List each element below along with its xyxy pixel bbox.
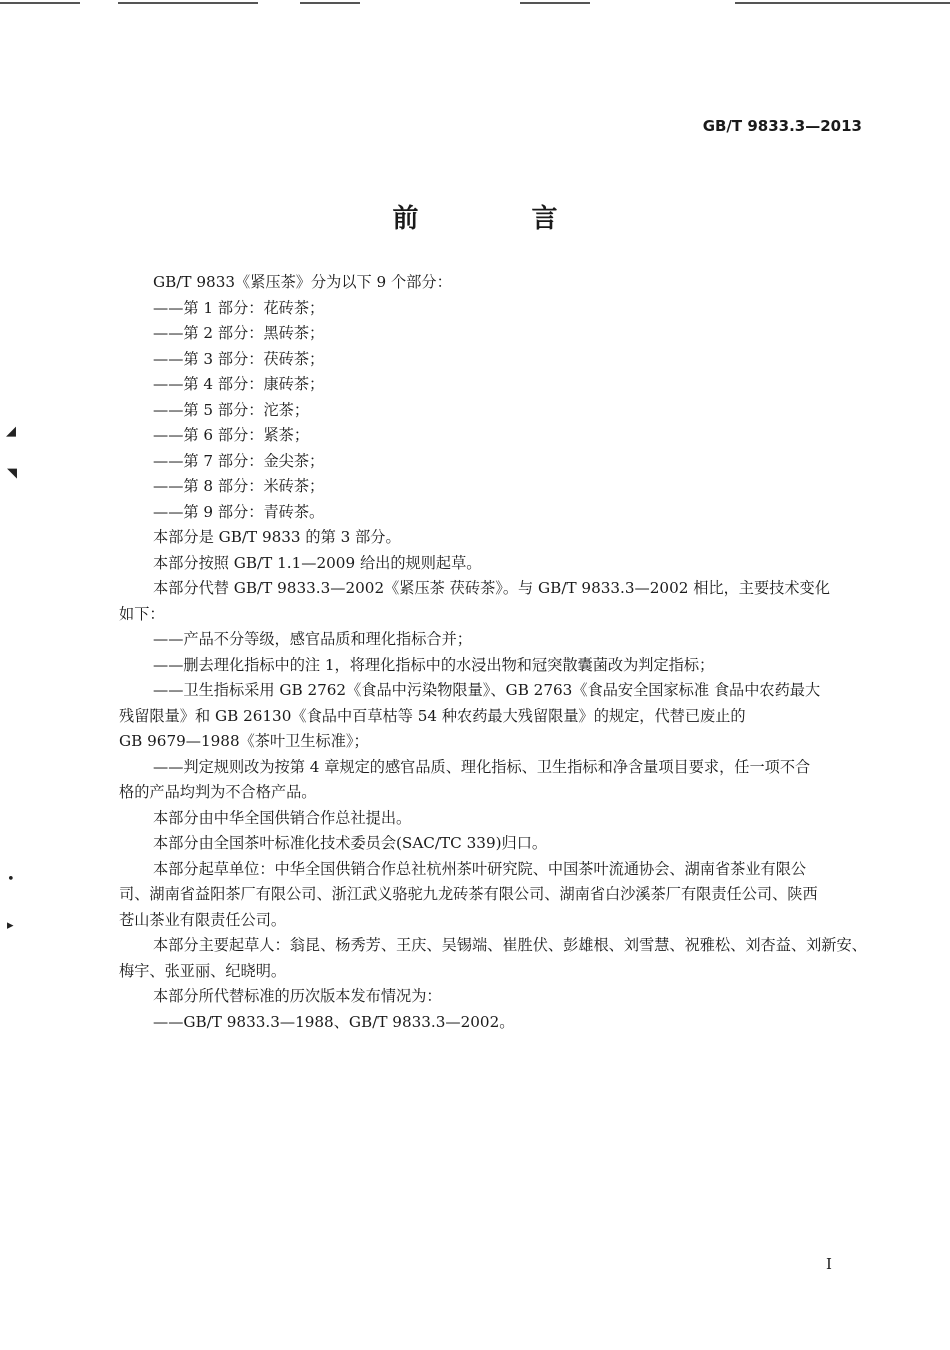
list-item: ——第 3 部分：茯砖茶； [153,349,325,368]
list-item: ——GB/T 9833.3—1988、GB/T 9833.3—2002。 [153,1012,515,1031]
paragraph-line: 苍山茶业有限责任公司。 [119,910,287,929]
list-item: ——第 9 部分：青砖茶。 [153,502,325,521]
paragraph-line: 本部分是 GB/T 9833 的第 3 部分。 [153,528,401,546]
scan-speck: ◢ [6,424,16,439]
scan-speck: ▸ [7,918,14,933]
scan-top-edge [0,0,950,6]
paragraph-line: 梅宇、张亚丽、纪晓明。 [119,961,287,980]
scan-speck: • [7,872,15,887]
list-item: ——第 7 部分：金尖茶； [153,451,325,470]
paragraph-line: 本部分由全国茶叶标准化技术委员会(SAC/TC 339)归口。 [153,834,548,852]
paragraph-line: 本部分由中华全国供销合作总社提出。 [153,808,412,827]
list-item: ——第 8 部分：米砖茶； [153,477,325,495]
paragraph-line: 本部分主要起草人：翁昆、杨秀芳、王庆、吴锡端、崔胜伏、彭雄根、刘雪慧、祝雅松、刘杏益、刘新安、 [153,936,867,954]
paragraph-line: 如下： [119,604,165,623]
list-item: ——第 1 部分：花砖茶； [153,298,325,317]
paragraph-line: GB 9679—1988《茶叶卫生标准》； [119,732,369,750]
list-item: ——第 5 部分：沱茶； [153,400,310,419]
paragraph-line: GB/T 9833《紧压茶》分为以下 9 个部分： [153,273,452,291]
list-item: ——第 4 部分：康砖茶； [153,375,325,393]
paragraph-line: 本部分所代替标准的历次版本发布情况为： [153,987,442,1005]
standard-code: GB/T 9833.3—2013 [702,117,862,135]
list-item: ——删去理化指标中的注 1，将理化指标中的水浸出物和冠突散囊菌改为判定指标； [153,655,715,674]
scan-speck: ◥ [7,466,17,481]
paragraph-line: 本部分按照 GB/T 1.1—2009 给出的规则起草。 [153,553,482,572]
list-item: ——产品不分等级，感官品质和理化指标合并； [153,630,472,648]
page-number: I [826,1255,832,1273]
list-item: ——判定规则改为按第 4 章规定的感官品质、理化指标、卫生指标和净含量项目要求，任一项不合 [153,757,811,776]
paragraph-line: 本部分代替 GB/T 9833.3—2002《紧压茶 茯砖茶》。与 GB/T 9833.3—2002 相比，主要技术变化 [153,579,830,597]
list-item: ——卫生指标采用 GB 2762《食品中污染物限量》、GB 2763《食品安全国家标准 食品中农药最大 [153,681,821,699]
foreword-body [119,270,867,1035]
paragraph-line: 格的产品均判为不合格产品。 [119,783,317,801]
list-item: ——第 2 部分：黑砖茶； [153,324,325,342]
paragraph-line: 司、湖南省益阳茶厂有限公司、浙江武义骆驼九龙砖茶有限公司、湖南省白沙溪茶厂有限责任公司、陕西 [119,885,818,903]
paragraph-line: 残留限量》和 GB 26130《食品中百草枯等 54 种农药最大残留限量》的规定，代替已废止的 [119,706,746,725]
page-title: 前 言 [392,204,610,234]
list-item: ——第 6 部分：紧茶； [153,426,310,444]
paragraph-line: 本部分起草单位：中华全国供销合作总社杭州茶叶研究院、中国茶叶流通协会、湖南省茶业有限公 [153,859,807,878]
